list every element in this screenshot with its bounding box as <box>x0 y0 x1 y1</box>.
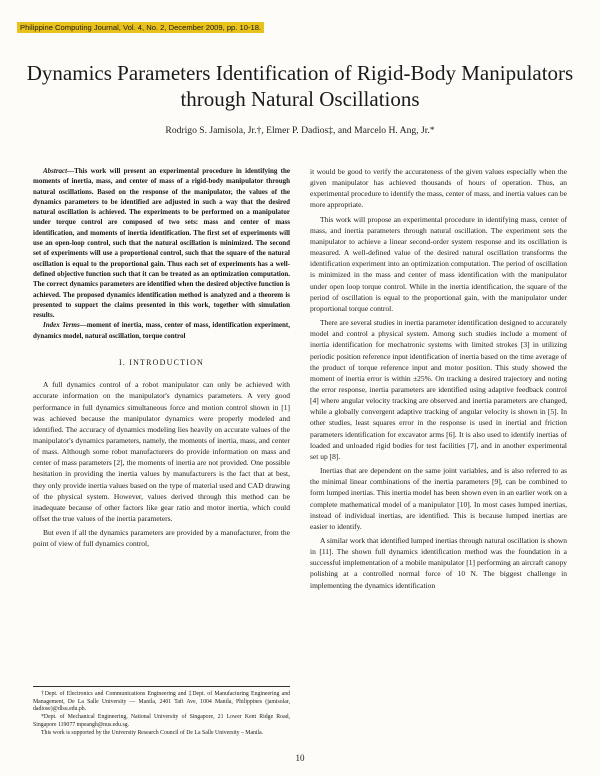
body-paragraph: There are several studies in inertia parameter identification designed to accurately model and control a physical system. Among such studies include a moment of inertia identification for mechatronic systems with limited strokes [3] in utilizing periodic position reference input identification of inertia based on the time average of the product of torque reference input and motor position. This study showed the moment of inertia error is within ±25%. On tracking a desired trajectory and noting the error response, inertia parameters are identified using adaptive feedback control [4] where angular velocity tracking are observed and inertia parameters are changed, while a globally convergent adaptive tracking of angular velocity is shown in [5]. In other studies, least squares error in the response is used in inertial and friction parameters identification for excavator arms [6]. It is also used to identify inertias of loaded and unloaded rigid bodies for test facilities [7], and in another experimental set up [8]. <box>310 318 567 461</box>
index-terms-body: —moment of inertia, mass, center of mass, identification experiment, dynamics model, natural oscillation, torque control <box>33 321 290 340</box>
body-paragraph: A similar work that identified lumped inertias through natural oscillation is shown in [11]. The shown full dynamics identification method was the foundation in a successful implementation of a mobile manipulator [1] performing an aircraft canopy polishing at a controlled normal force of 10 N. The biggest challenge in implementing the dynamics identification <box>310 536 567 590</box>
author-line: Rodrigo S. Jamisola, Jr.†, Elmer P. Dadios‡, and Marcelo H. Ang, Jr.* <box>165 125 435 136</box>
footnote-funding: This work is supported by the University Research Council of De La Salle University – Manila. <box>41 729 264 736</box>
paper-title: Dynamics Parameters Identification of Rigid-Body Manipulators through Natural Oscillations <box>26 61 574 111</box>
body-paragraph: it would be good to verify the accurateness of the given values especially when the given manipulator has achieved thousands of hours of operation. Thus, an experimental procedure to identify the mass, center of mass, and inertia values can be more appropriate. <box>310 167 567 210</box>
left-column <box>33 166 290 726</box>
footnotes <box>33 686 290 737</box>
body-paragraph: But even if all the dynamics parameters are provided by a manufacturer, from the point of view of full dynamics control, <box>33 528 290 549</box>
abstract-body: —This work will present an experimental procedure in identifying the moments of inertia, mass, and center of mass of a rigid-body manipulator through natural oscillations. Based on the response of the manipulator, the values of the dynamics parameters to be identified are adjusted in such a way that the desired natural oscillation is achieved. The experiments to be performed on a manipulator under torque control are composed of two sets: mass and center of mass identification, and moments of inertia identification. The first set of experiments will use an open-loop control, such that the natural oscillation is minimized. The second set of experiments will use a proportional control, such that the square of the natural oscillation is equal to the proportional gain. Thus each set of experiments has a well-defined objective function such that it can be treated as an optimization computation. The correct dynamics parameters are identified when the desired objective function is achieved. The proposed dynamics identification method is analyzed and a theorem is presented to support the claims presented in this work, together with simulation results. <box>33 167 290 320</box>
section-heading-introduction: I. INTRODUCTION <box>118 358 205 368</box>
page-number: 10 <box>295 753 305 763</box>
abstract <box>33 166 290 320</box>
journal-citation-banner: Philippine Computing Journal, Vol. 4, No. 2, December 2009, pp. 10-18. <box>17 22 264 33</box>
abstract-label: Abstract <box>43 167 68 175</box>
body-paragraph: Inertias that are dependent on the same joint variables, and is also referred to as the minimal linear combinations of the inertia parameters [9], can be combined to form lumped inertias. This inertia model has been shown even in an earlier work on a complete mathematical model of a manipulator [10]. In most cases lumped inertias, instead of individual inertias, are identified. This is because lumped inertias are easier to identify. <box>310 466 567 531</box>
footnote-affiliation-dlsu: †Dept. of Electronics and Communications Engineering and ‡Dept. of Manufacturing Engineering and Management, De La Salle University — Manila, 2401 Taft Ave, 1004 Manila, Philippines (jamisolar, dadiose)@dlsu.edu.ph. <box>33 691 290 713</box>
right-column <box>310 166 567 756</box>
index-terms <box>33 320 290 341</box>
footnote-affiliation-nus: *Dept. of Mechanical Engineering, National University of Singapore, 21 Lower Kent Ridge Road, Singapore 119077 mpeangh@nus.edu.sg. <box>33 714 290 728</box>
body-paragraph: This work will propose an experimental procedure in identifying mass, center of mass, and inertia parameters through natural oscillation. The experiment sets the manipulator to achieve a linear second-order system response and its oscillation is measured. A well-defined value of the desired natural oscillation transforms the identification experiment into an optimization computation. The period of oscillation is minimized in the mass and center of mass identification with the manipulator under open loop torque control. While in the inertia identification, the square of the period of oscillation is equal to the proportional gain, with the manipulator under proportional torque control. <box>310 214 567 313</box>
body-paragraph: A full dynamics control of a robot manipulator can only be achieved with accurate information on the manipulator's dynamics parameters. A very good performance in full dynamics simultaneous force and motion control shown in [1] was achieved because the manipulator dynamics were properly modeled and identified. The accuracy of dynamics modeling lies heavily on accurate values of the manipulator's dynamics parameters, namely, the moments of inertia, mass, and center of mass. Although some robot manufacturers do provide information on mass and center of mass parameters [2], the moments of inertia are not provided. One possible hesitation in providing the inertia values by manufacturers is the fact that at best, they only provide inertia values based on the type of material used and CAD drawing of the physical system. However, values derived through this method can be inadequate because of other factors like gear ratio and motor inertia, which could offset the true values of the inertia parameters. <box>33 380 290 524</box>
index-terms-label: Index Terms <box>43 321 80 330</box>
